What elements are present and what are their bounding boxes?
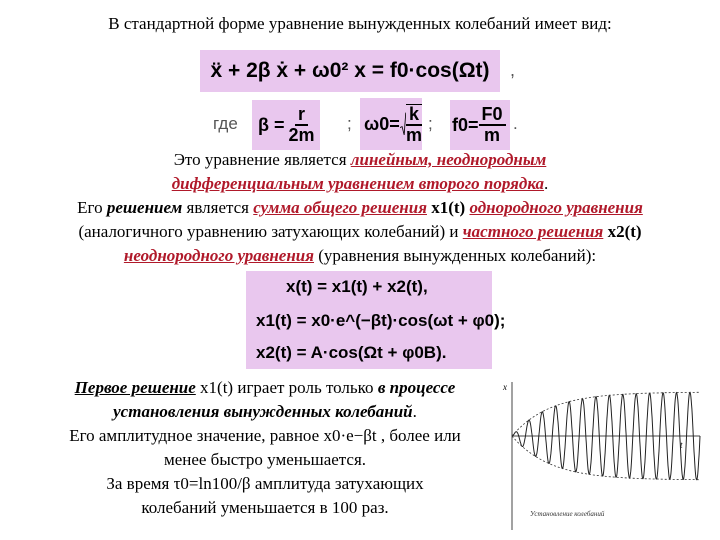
para1-line2: [0, 174, 720, 194]
intro-text: В стандартной форме уравнение вынужденных колебаний имеет вид:: [108, 14, 612, 33]
where-label: где: [213, 114, 238, 133]
para3-line4: менее быстро уменьшается.: [163, 450, 367, 469]
para3-line5: За время τ0=ln100/β амплитуда затухающих: [106, 474, 424, 493]
para2-line3: [0, 246, 720, 266]
separator-2: ;: [428, 114, 433, 133]
para3-italic-2: в процессе: [377, 378, 456, 397]
beta-den: 2m: [288, 125, 315, 145]
para2-text-a: Его: [77, 198, 107, 217]
beta-lhs: β =: [258, 114, 285, 135]
omega-num: k: [406, 105, 422, 126]
para1-red-2: дифференциальным уравнением второго порядка: [171, 174, 545, 193]
transient-oscillation-graph: [500, 378, 710, 536]
para2-line1: [0, 198, 720, 218]
para3-line1: [20, 378, 510, 398]
para3-italic-3: установления вынужденных колебаний: [113, 402, 413, 421]
beta-num: r: [295, 105, 308, 126]
main-equation: ẍ + 2β ẋ + ω0² x = f0·cos(Ωt): [200, 50, 500, 92]
para2-text-c: (аналогичного уравнению затухающих колебаний) и: [78, 222, 463, 241]
para2-line2: [0, 222, 720, 242]
para3-line3: Его амплитудное значение, равное x0·e−βt , более или: [69, 426, 461, 445]
para2-italic: решением: [106, 198, 183, 217]
f-lhs: f0=: [452, 114, 479, 135]
para3-text-a: x1(t) играет роль только: [195, 378, 378, 397]
system-eq2: x1(t) = x0·e^(−βt)·cos(ωt + φ0);: [256, 311, 506, 330]
para2-text-d: (уравнения вынужденных колебаний):: [314, 246, 597, 265]
graph-t-label: t: [680, 440, 683, 450]
beta-fraction: [289, 105, 315, 145]
para2-text-b: является: [182, 198, 254, 217]
main-equation-comma: ,: [510, 60, 516, 80]
para2-red-2: однородного уравнения: [469, 198, 643, 217]
f-den: m: [484, 125, 501, 145]
system-eq1: x(t) = x1(t) + x2(t),: [286, 277, 428, 296]
para1-end: .: [544, 174, 549, 193]
para1-text: Это уравнение является: [173, 150, 351, 169]
separator-1: ;: [347, 114, 352, 133]
f-num: F0: [479, 105, 506, 126]
para1-line1: [0, 150, 720, 170]
solution-system: [246, 271, 506, 369]
graph-note: Установление колебаний: [530, 510, 605, 518]
where-end: .: [513, 114, 518, 133]
graph-y-label: x: [503, 382, 507, 392]
f-fraction: [479, 105, 506, 145]
para3-line6: колебаний уменьшается в 100 раз.: [141, 498, 389, 517]
para2-red-1: сумма общего решения: [253, 198, 427, 217]
para3-end: .: [412, 402, 417, 421]
para2-red-3: частного решения: [462, 222, 604, 241]
para1-red-1: линейным, неоднородным: [350, 150, 547, 169]
omega-den: m: [405, 124, 422, 145]
omega-fraction: [406, 104, 422, 145]
para2-x1: x1(t): [426, 198, 470, 217]
omega-definition: [360, 98, 422, 150]
para3-line2: [20, 402, 510, 422]
para2-x2: x2(t): [603, 222, 642, 241]
para2-red-4: неоднородного уравнения: [123, 246, 315, 265]
para3-italic-1: Первое решение: [74, 378, 196, 397]
f-definition: [450, 100, 510, 150]
beta-definition: [252, 100, 320, 150]
omega-lhs: ω0=: [364, 113, 400, 134]
system-eq3: x2(t) = A·cos(Ωt + φ0B).: [256, 343, 447, 362]
